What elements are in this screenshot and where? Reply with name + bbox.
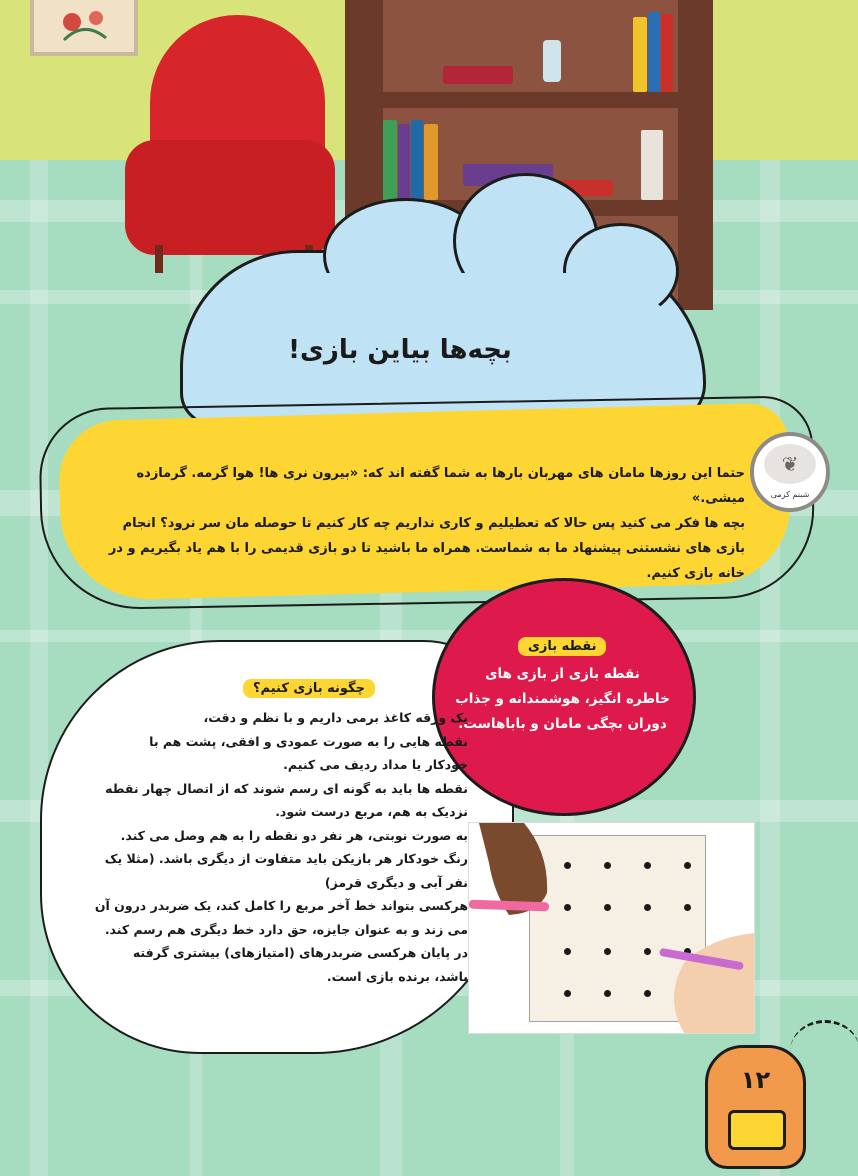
- intro-line: بازی های نشستنی پیشنهاد ما به شماست. همراه ما باشید تا دو بازی قدیمی را با هم یاد بگیریم و در: [108, 541, 745, 556]
- intro-text: [105, 461, 745, 586]
- rule-line: نفر آبی و دیگری قرمز): [324, 874, 468, 890]
- rule-line: هرکسی بتواند خط آخر مربع را کامل کند، یک ضربدر درون آن: [94, 898, 468, 913]
- rule-line: نقطه هایی را به صورت عمودی و افقی، پشت هم با: [149, 733, 468, 749]
- how-to-play-tag: چگونه بازی کنیم؟: [243, 679, 375, 698]
- rule-line: نزدیک به هم، مربع درست شود.: [275, 804, 468, 819]
- backpack-icon: [705, 1045, 806, 1169]
- rule-line: نقطه ها باید به گونه ای رسم شوند که از اتصال چهار نقطه: [105, 780, 468, 796]
- paisley-icon: ❦: [764, 444, 816, 484]
- game-description: [455, 662, 670, 737]
- author-badge: [750, 432, 830, 512]
- rule-line: در پایان هرکسی ضربدرهای (امتیازهای) بیشتری گرفته: [132, 945, 468, 960]
- author-name: شبنم کرمی: [770, 490, 810, 499]
- how-to-play-text: [58, 706, 468, 988]
- rule-line: می زند و به عنوان جایزه، حق دارد خط دیگری هم رسم کند.: [104, 921, 468, 937]
- rule-line: باشد، برنده بازی است.: [326, 968, 468, 984]
- rule-line: خودکار یا مداد ردیف می کنیم.: [283, 757, 468, 772]
- dot-game-photo: [468, 822, 755, 1034]
- intro-line: خانه بازی کنیم.: [646, 566, 745, 581]
- armchair-seat: [125, 140, 335, 255]
- intro-line: بچه ها فکر می کنید پس حالا که تعطیلیم و کاری نداریم چه کار کنیم تا حوصله مان سر نرود؟ انجام: [122, 516, 745, 531]
- game-description-line: خاطره انگیز، هوشمندانه و جذاب: [455, 691, 670, 707]
- backpack-pocket: [728, 1110, 786, 1150]
- armchair-leg: [155, 245, 163, 273]
- rule-line: به صورت نوبتی، هر نفر دو نقطه را به هم وصل می کند.: [120, 827, 468, 843]
- game-description-line: نقطه بازی از بازی های: [485, 666, 640, 682]
- game-name-tag: نقطه بازی: [518, 637, 606, 656]
- game-description-line: دوران بچگی مامان و باباهاست.: [458, 716, 667, 732]
- page-number: ۱۲: [740, 1066, 771, 1094]
- intro-line: حتما این روزها مامان های مهربان بارها به شما گفته اند که: «بیرون نری ها! هوا گرمه. گرمازده میشی.»: [136, 466, 745, 506]
- wall-picture-frame: [30, 0, 138, 56]
- page-title: بچه‌ها بیاین بازی!: [288, 335, 512, 365]
- rule-line: یک ورقه کاغذ برمی داریم و با نظم و دقت،: [203, 710, 468, 725]
- rule-line: رنگ خودکار هر بازیکن باید متفاوت از دیگری باشد. (مثلا یک: [104, 851, 468, 866]
- hands-illustration: [469, 823, 754, 1033]
